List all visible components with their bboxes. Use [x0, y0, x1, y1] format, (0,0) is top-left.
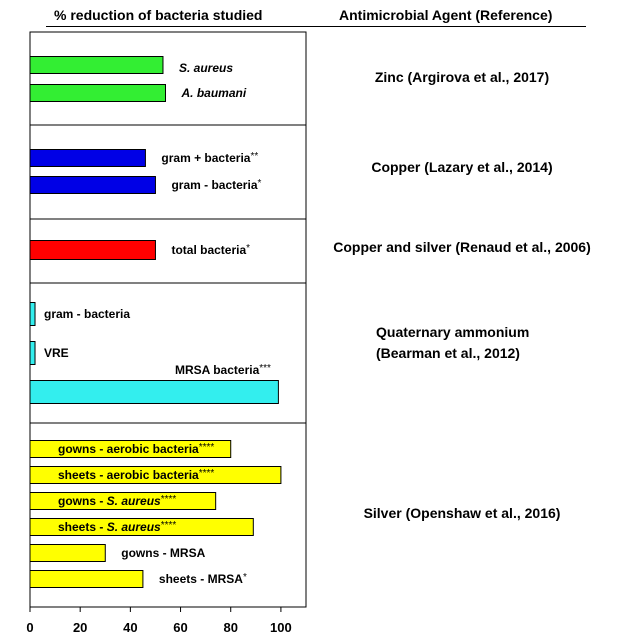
bar-label-1-1: S. aureus — [178, 61, 234, 75]
x-tick-label-0: 0 — [26, 620, 34, 635]
bar-label-5-6: sheets - MRSA* — [158, 572, 247, 586]
x-tick-label-80: 80 — [223, 620, 238, 635]
bar-label-5-3: gowns - S. aureus**** — [58, 494, 177, 508]
reference-4-line-2: (Bearman et al., 2012) — [376, 345, 520, 361]
bar-label-5-4: sheets - S. aureus**** — [58, 520, 177, 534]
reference-4-line-1: Quaternary ammonium — [376, 324, 530, 340]
x-tick-label-100: 100 — [270, 620, 292, 635]
bar-4-3 — [30, 381, 278, 404]
bar-4-1 — [30, 303, 35, 326]
bar-label-3-1: total bacteria* — [171, 243, 251, 257]
x-tick-label-60: 60 — [173, 620, 188, 635]
bar-1-2 — [30, 85, 165, 102]
bar-2-2 — [30, 177, 155, 194]
reference-2: Copper (Lazary et al., 2014) — [371, 159, 553, 175]
chart-header-left: % reduction of bacteria studied — [54, 7, 263, 23]
bar-label-2-2: gram - bacteria* — [171, 178, 262, 192]
bar-4-2 — [30, 342, 35, 365]
bar-label-4-2: VRE — [44, 346, 69, 360]
bar-label-1-2: A. baumani — [181, 86, 247, 100]
bar-label-2-1: gram + bacteria** — [161, 151, 259, 165]
bar-label-5-2: sheets - aerobic bacteria**** — [58, 468, 215, 482]
reference-1: Zinc (Argirova et al., 2017) — [374, 69, 550, 85]
bar-label-5-1: gowns - aerobic bacteria**** — [58, 442, 215, 456]
chart-header-right: Antimicrobial Agent (Reference) — [339, 7, 553, 23]
x-tick-label-20: 20 — [72, 620, 88, 635]
reference-3: Copper and silver (Renaud et al., 2006) — [333, 239, 591, 255]
panel-frame-2 — [30, 125, 306, 219]
x-tick-label-40: 40 — [123, 620, 138, 635]
bar-5-6 — [30, 571, 143, 588]
bar-1-1 — [30, 57, 163, 74]
bar-label-5-5: gowns - MRSA — [121, 546, 206, 560]
bar-label-4-1: gram - bacteria — [44, 307, 131, 321]
bar-label-4-3: MRSA bacteria*** — [175, 363, 271, 377]
reference-5: Silver (Openshaw et al., 2016) — [363, 505, 561, 521]
bar-5-5 — [30, 545, 105, 562]
bar-2-1 — [30, 150, 145, 167]
bar-3-1 — [30, 241, 155, 260]
panel-frame-1 — [30, 32, 306, 125]
